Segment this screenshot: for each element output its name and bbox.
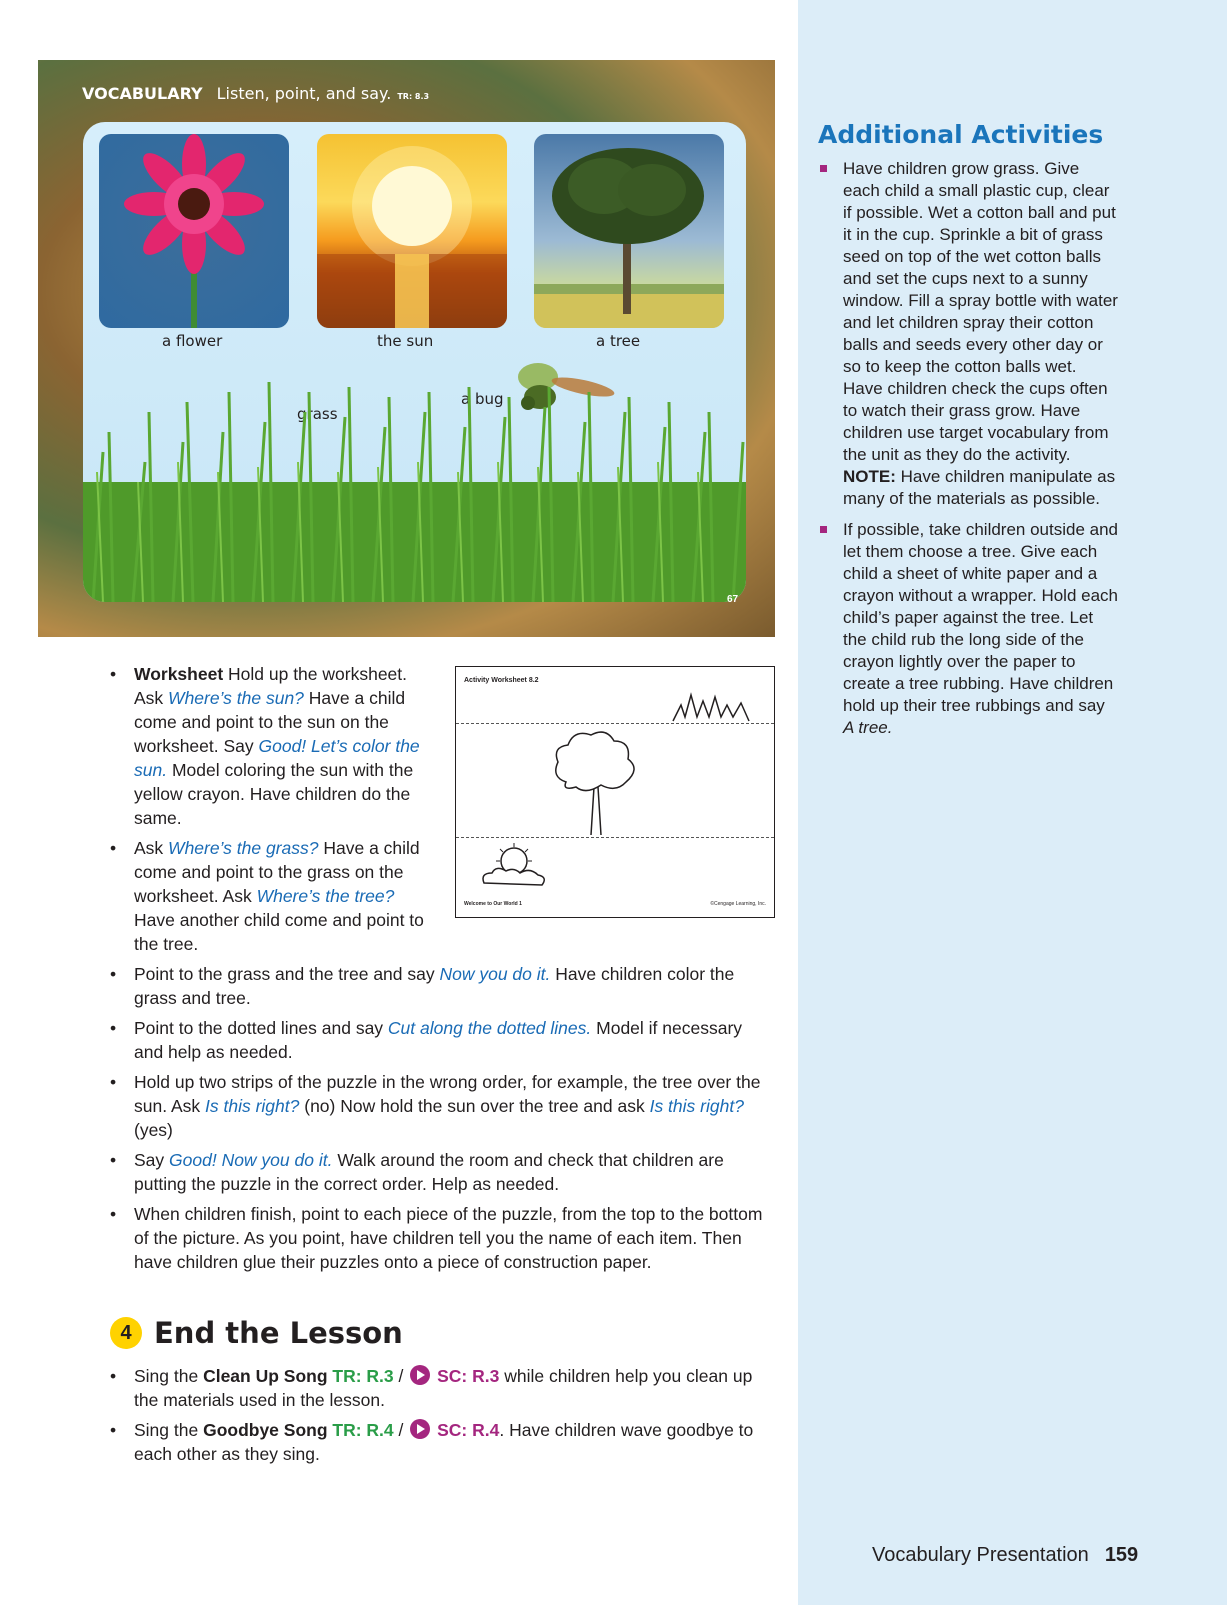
bullet-square-icon	[820, 165, 827, 172]
word-sun: the sun	[377, 332, 434, 350]
track-reference: TR: R.3	[332, 1366, 394, 1386]
list-item: • Worksheet Hold up the worksheet. Ask Where’s the sun? Have a child come and point to the sun on the worksheet. Say Good! Let’s color the sun. Model coloring the sun with the yellow crayon. Have children do the same.	[110, 664, 420, 828]
list-item: If possible, take children outside and let them choose a tree. Give each child a sheet of white paper and a crayon without a wrapper. Hold each child’s paper against the tree. Let the child rub the long side of the crayon lightly over the paper to create a tree rubbing. Have children hold up their tree rubbings and say A tree.	[818, 519, 1118, 739]
student-book-spread	[38, 60, 775, 637]
word-grass: grass	[297, 405, 338, 423]
list-item: • When children finish, point to each piece of the puzzle, from the top to the bottom of the picture. As you point, have children tell you the name of each item. Then have children glue their puzzles onto a piece of construction paper.	[110, 1204, 763, 1272]
list-item: • Point to the dotted lines and say Cut along the dotted lines. Model if necessary and help as needed.	[110, 1018, 743, 1062]
list-item: • Say Good! Now you do it. Walk around the room and check that children are putting the puzzle in the correct order. Help as needed.	[110, 1150, 724, 1194]
word-flower: a flower	[162, 332, 223, 350]
additional-activities-list	[818, 158, 1118, 748]
vocabulary-card	[83, 122, 746, 602]
track-reference: TR: R.4	[332, 1420, 394, 1440]
page-footer	[872, 1544, 1138, 1567]
list-item: • Sing the Goodbye Song TR: R.4 / SC: R.4. Have children wave goodbye to each other as they sing.	[110, 1420, 754, 1464]
list-item: • Hold up two strips of the puzzle in the wrong order, for example, the tree over the sun. Ask Is this right? (no) Now hold the sun over the tree and ask Is this right? (yes)	[110, 1072, 761, 1140]
list-item: • Sing the Clean Up Song TR: R.3 / SC: R.3 while children help you clean up the materials used in the lesson.	[110, 1366, 753, 1410]
worksheet-title: Activity Worksheet 8.2	[464, 677, 539, 684]
student-page-number: 67	[727, 594, 739, 605]
word-bug: a bug	[461, 390, 504, 408]
sidebar-title: Additional Activities	[818, 120, 1104, 149]
play-icon[interactable]	[410, 1419, 430, 1439]
play-icon[interactable]	[410, 1365, 430, 1385]
tree-icon	[534, 134, 724, 328]
page-number: 159	[1104, 1544, 1139, 1566]
worksheet-footer-left: Welcome to Our World 1	[464, 901, 522, 907]
song-card-reference: SC: R.4	[437, 1420, 500, 1440]
list-item: • Point to the grass and the tree and say Now you do it. Have children color the grass and tree.	[110, 964, 735, 1008]
section-heading	[110, 1316, 403, 1350]
word-tree: a tree	[596, 332, 641, 350]
flower-photo	[99, 134, 289, 328]
end-lesson-list	[110, 1364, 770, 1472]
worksheet-footer-right: ©Cengage Learning, Inc.	[710, 901, 766, 907]
footer-label: Vocabulary Presentation	[872, 1544, 1089, 1566]
teaching-steps-list	[110, 662, 770, 1280]
song-card-reference: SC: R.3	[437, 1366, 500, 1386]
list-item: Have children grow grass. Give each child a small plastic cup, clear if possible. Wet a cotton ball and put it in the cup. Sprinkle a bit of grass seed on top of the wet cotton balls and set the cups next to a sunny window. Fill a spray bottle with water and let children spray their cotton balls and seeds every other day or so to keep the cotton balls wet. Have children check the cups often to watch their grass grow. Have children use target vocabulary from the unit as they do the activity. NOTE: Have children manipulate as many of the materials as possible.	[818, 158, 1118, 510]
flower-icon	[99, 134, 289, 328]
grass-illustration	[83, 372, 746, 602]
section-title: End the Lesson	[154, 1316, 403, 1350]
list-item: • Ask Where’s the grass? Have a child come and point to the grass on the worksheet. Ask Where’s the tree? Have another child come and point to the tree.	[110, 838, 424, 954]
vocabulary-heading: VOCABULARY Listen, point, and say. TR: 8.3	[82, 84, 430, 103]
section-number-badge: 4	[110, 1317, 142, 1349]
bullet-square-icon	[820, 526, 827, 533]
sun-photo	[317, 134, 507, 328]
tree-photo	[534, 134, 724, 328]
sun-icon	[317, 134, 507, 328]
